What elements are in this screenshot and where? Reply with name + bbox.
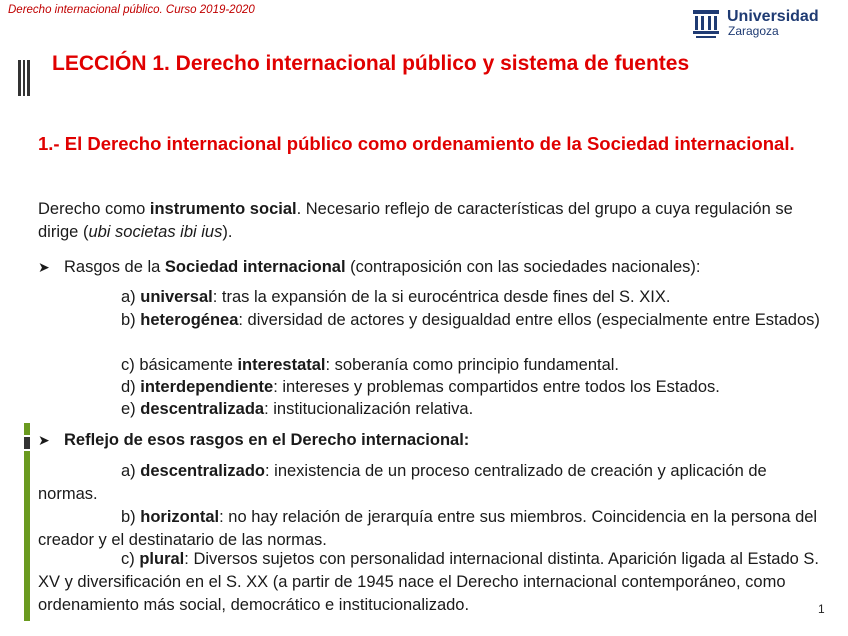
course-header: Derecho internacional público. Curso 2019-2020: [8, 4, 255, 16]
arrow-bullet-icon: ➤: [38, 259, 50, 275]
trait-item: e) descentralizada: institucionalización relativa.: [121, 400, 474, 418]
university-crest-icon: [691, 8, 721, 40]
sidebar-accent: [24, 423, 30, 435]
title-bars-decoration: [18, 60, 30, 96]
reflection-item: b) horizontal: no hay relación de jerarquía entre sus miembros. Coincidencia en la persona del creador y el destinatario de las normas.: [38, 508, 818, 549]
logo-subtitle: Zaragoza: [728, 24, 779, 38]
bullet-law-reflection: ➤ Reflejo de esos rasgos en el Derecho internacional:: [38, 429, 828, 452]
trait-item: c) básicamente interestatal: soberanía como principio fundamental.: [121, 356, 620, 374]
sidebar-accent: [24, 437, 30, 449]
reflection-item: a) descentralizado: inexistencia de un proceso centralizado de creación y aplicación de normas.: [38, 462, 767, 503]
reflection-item: c) plural: Diversos sujetos con personalidad internacional distinta. Aparición ligada al Estado S. XV y diversificación en el S. XX (a partir de 1945 nace el Derecho internacional contemporáneo, como ordenamiento más social, democrático e institucionalizado.: [38, 550, 819, 614]
arrow-bullet-icon: ➤: [38, 432, 50, 448]
lesson-title: LECCIÓN 1. Derecho internacional público y sistema de fuentes: [52, 52, 690, 75]
intro-paragraph: Derecho como instrumento social. Necesario reflejo de características del grupo a cuya regulación se dirige (ubi societas ibi ius).: [38, 200, 793, 241]
trait-item: b) heterogénea: diversidad de actores y desigualdad entre ellos (especialmente entre Estados): [121, 311, 820, 329]
sidebar-accent: [24, 451, 30, 621]
trait-item: d) interdependiente: intereses y problemas compartidos entre todos los Estados.: [121, 378, 720, 396]
page-number: 1: [818, 602, 825, 616]
trait-item: a) universal: tras la expansión de la si eurocéntrica desde fines del S. XIX.: [121, 288, 671, 306]
section-title: 1.- El Derecho internacional público como ordenamiento de la Sociedad internacional.: [38, 133, 795, 154]
bullet-society-traits: ➤ Rasgos de la Sociedad internacional (contraposición con las sociedades nacionales):: [38, 256, 828, 279]
logo-name: Universidad: [727, 8, 819, 25]
university-logo: [691, 8, 831, 44]
